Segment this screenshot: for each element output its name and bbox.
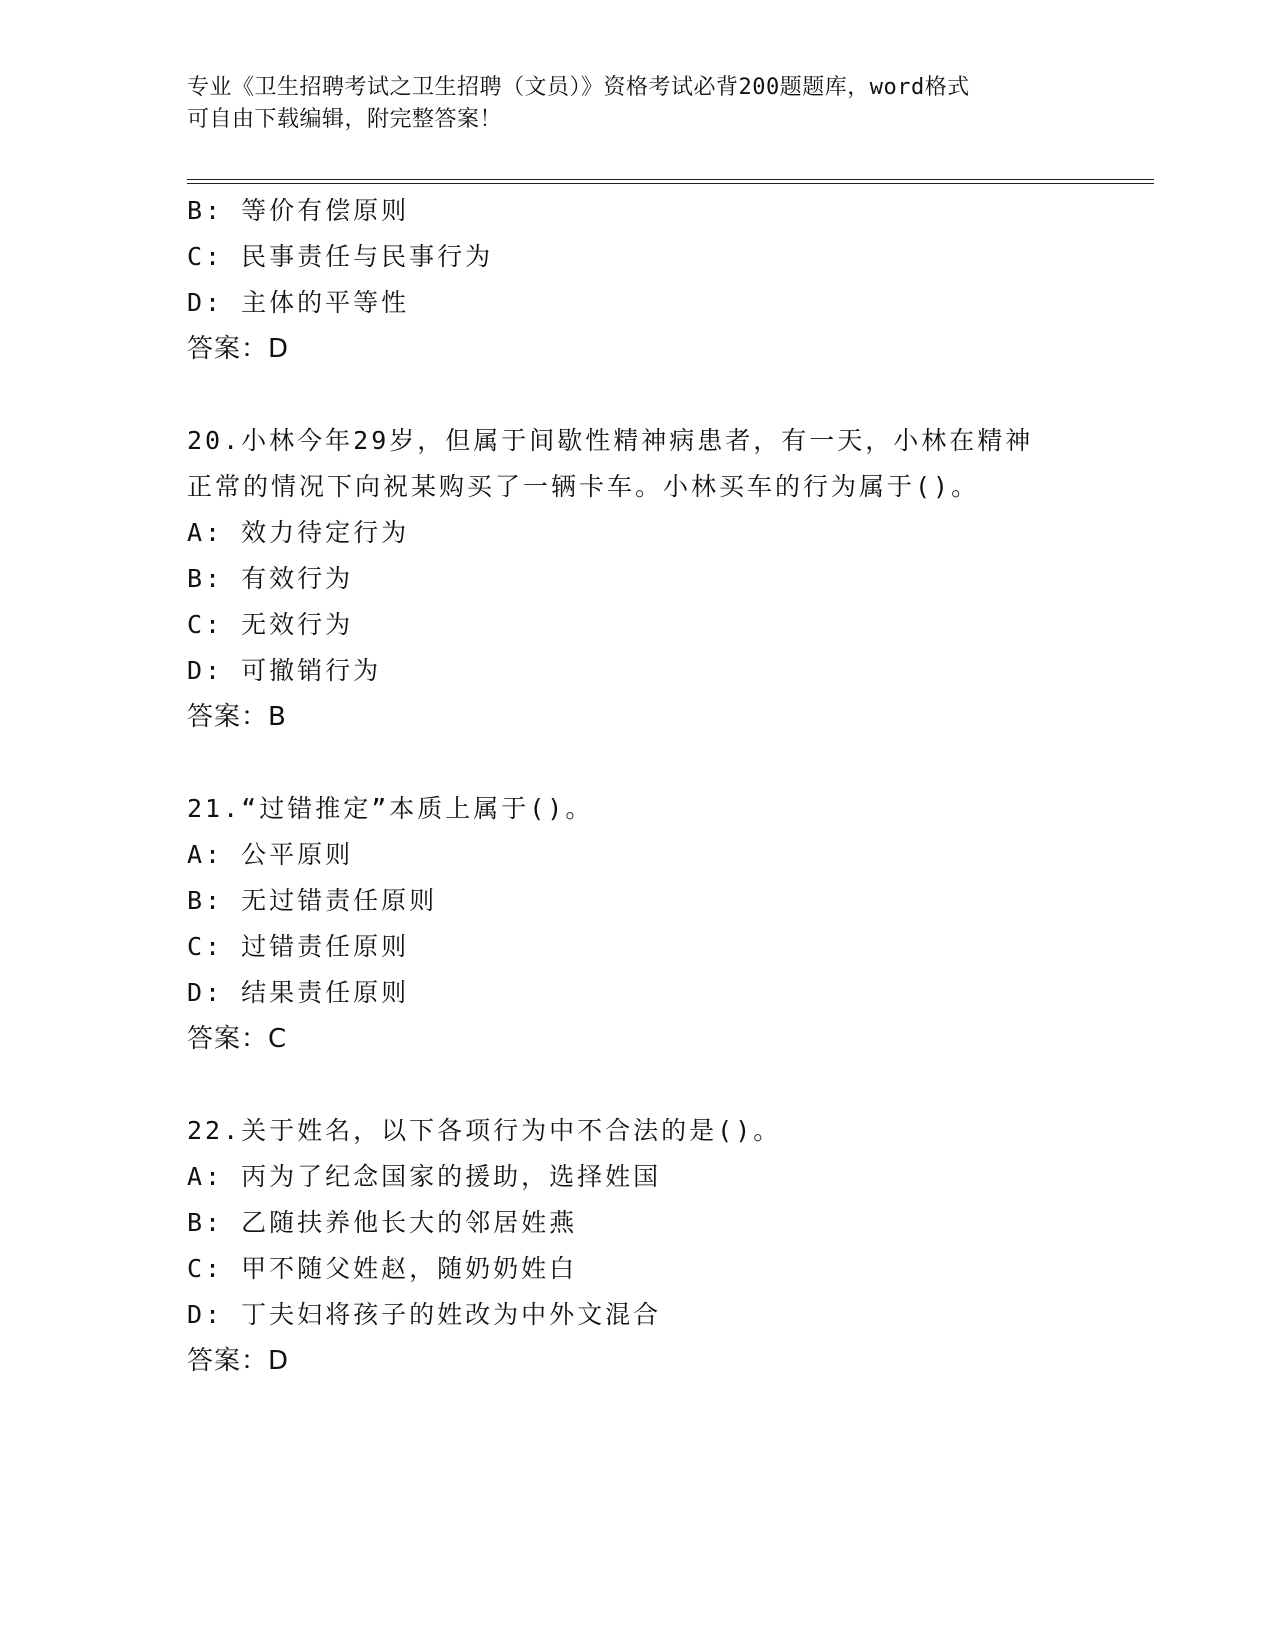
question-stem-line-1: 21.“过错推定”本质上属于()。 xyxy=(187,794,594,823)
option-a: A: 公平原则 xyxy=(187,840,354,869)
option-b: B: 有效行为 xyxy=(187,564,354,593)
question-20 xyxy=(187,418,1147,740)
header-divider-top xyxy=(187,179,1154,180)
question-list xyxy=(187,188,1147,1384)
question-stem-line-2: 正常的情况下向祝某购买了一辆卡车。小林买车的行为属于()。 xyxy=(187,472,980,501)
question-stem-line-1: 20.小林今年29岁，但属于间歇性精神病患者，有一天，小林在精神 xyxy=(187,426,1034,455)
option-a: A: 效力待定行为 xyxy=(187,518,410,547)
option-b: B: 乙随扶养他长大的邻居姓燕 xyxy=(187,1208,578,1237)
spacer xyxy=(187,372,1147,418)
option-d: D: 结果责任原则 xyxy=(187,978,410,1007)
spacer xyxy=(187,1062,1147,1108)
option-c: C: 过错责任原则 xyxy=(187,932,410,961)
option-d: D: 可撤销行为 xyxy=(187,656,382,685)
answer-line: 答案：D xyxy=(187,1346,290,1376)
header-line-2: 可自由下载编辑，附完整答案！ xyxy=(187,107,503,132)
option-c: C: 民事责任与民事行为 xyxy=(187,242,494,271)
answer-line: 答案：B xyxy=(187,702,287,732)
header-line-1: 专业《卫生招聘考试之卫生招聘（文员）》资格考试必背200题题库，word格式 xyxy=(187,75,970,100)
document-header xyxy=(187,72,1087,136)
option-b: B: 等价有偿原则 xyxy=(187,196,410,225)
option-c: C: 甲不随父姓赵，随奶奶姓白 xyxy=(187,1254,578,1283)
option-d: D: 丁夫妇将孩子的姓改为中外文混合 xyxy=(187,1300,662,1329)
spacer xyxy=(187,740,1147,786)
option-a: A: 丙为了纪念国家的援助，选择姓国 xyxy=(187,1162,662,1191)
question-stem-line-1: 22.关于姓名，以下各项行为中不合法的是()。 xyxy=(187,1116,782,1145)
answer-line: 答案：D xyxy=(187,334,290,364)
answer-line: 答案：C xyxy=(187,1024,288,1054)
question-22 xyxy=(187,1108,1147,1384)
option-b: B: 无过错责任原则 xyxy=(187,886,438,915)
question-fragment-19 xyxy=(187,188,1147,372)
option-c: C: 无效行为 xyxy=(187,610,354,639)
header-divider-bottom xyxy=(187,183,1154,184)
option-d: D: 主体的平等性 xyxy=(187,288,410,317)
question-21 xyxy=(187,786,1147,1062)
